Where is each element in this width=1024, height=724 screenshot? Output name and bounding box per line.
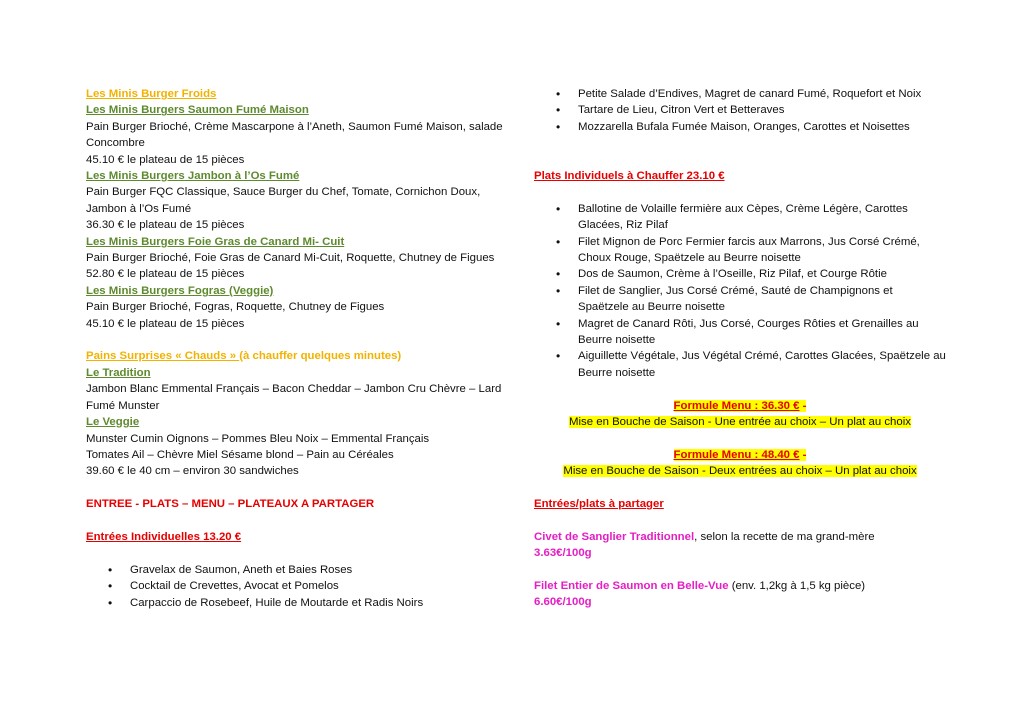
spacer [534, 512, 946, 528]
spacer [534, 152, 946, 168]
veggie-desc-line: Munster Cumin Oignons – Pommes Bleu Noix – Emmental Français [86, 432, 430, 445]
entrees-list [86, 562, 506, 611]
entrees-list-continued [534, 86, 946, 135]
spacer [86, 332, 506, 348]
tradition-title: Le Tradition [86, 366, 151, 379]
burger-item-saumon [86, 102, 506, 168]
filet-saumon-desc: (env. 1,2kg à 1,5 kg pièce) [728, 580, 866, 593]
spacer [534, 135, 946, 151]
civet-price: 3.63€/100g [534, 547, 592, 560]
burger-item-price: 52.80 € le plateau de 15 pièces [86, 268, 245, 281]
burger-item-jambon [86, 168, 506, 234]
formule-menu-1-desc-row [534, 414, 946, 430]
plats-individuels-title: Plats Individuels à Chauffer 23.10 € [534, 170, 725, 182]
plats-list [534, 201, 946, 381]
list-item: • Tartare de Lieu, Citron Vert et Betteraves [534, 102, 946, 118]
veggie-title: Le Veggie [86, 416, 140, 429]
list-item: • Carpaccio de Rosebeef, Huile de Moutarde et Radis Noirs [86, 595, 506, 611]
left-column [86, 86, 506, 611]
spacer [86, 480, 506, 496]
formule-menu-1-price: Formule Menu : 36.30 € [673, 399, 800, 412]
filet-saumon-price: 6.60€/100g [534, 596, 592, 609]
civet-desc: , selon la recette de ma grand-mère [694, 530, 875, 543]
burger-section-title: Les Minis Burger Froids [86, 88, 217, 100]
formule-menu-2-desc-row [534, 463, 946, 479]
list-item: • Petite Salade d’Endives, Magret de canard Fumé, Roquefort et Noix [534, 86, 946, 102]
formule-menu-2-price: Formule Menu : 48.40 € [673, 448, 800, 461]
burger-item-title: Les Minis Burgers Jambon à l’Os Fumé [86, 170, 300, 183]
burger-item-price: 45.10 € le plateau de 15 pièces [86, 153, 245, 166]
burger-item-price: 45.10 € le plateau de 15 pièces [86, 317, 245, 330]
list-item: • Filet Mignon de Porc Fermier farcis aux Marrons, Jus Corsé Crémé, Choux Rouge, Spaëtzele au Beurre noisette [534, 234, 946, 267]
list-item: • Cocktail de Crevettes, Avocat et Pomelos [86, 578, 506, 594]
veggie-desc-line: Tomates Ail – Chèvre Miel Sésame blond – Pain au Céréales [86, 448, 394, 461]
spacer [534, 381, 946, 397]
spacer [86, 545, 506, 561]
formule-menu-1-desc: Mise en Bouche de Saison - Une entrée au choix – Un plat au choix [569, 416, 911, 429]
entree-plats-heading: ENTREE - PLATS – MENU – PLATEAUX A PARTAGER [86, 498, 375, 511]
formule-menu-1-label [534, 398, 946, 414]
civet-row [534, 529, 946, 545]
burger-item-title: Les Minis Burgers Foie Gras de Canard Mi- Cuit [86, 235, 345, 248]
spacer [86, 513, 506, 529]
burger-item-title: Les Minis Burgers Fogras (Veggie) [86, 284, 274, 297]
filet-saumon-row [534, 578, 946, 594]
formule-menu-2-desc: Mise en Bouche de Saison - Deux entrées au choix – Un plat au choix [563, 465, 917, 478]
formule-menu-2-dash: - [799, 448, 807, 461]
spacer [534, 480, 946, 496]
burger-item-desc: Pain Burger Brioché, Fogras, Roquette, Chutney de Figues [86, 301, 385, 314]
list-item: • Mozzarella Bufala Fumée Maison, Oranges, Carottes et Noisettes [534, 119, 946, 135]
filet-saumon-name: Filet Entier de Saumon en Belle-Vue [534, 580, 729, 593]
spacer [534, 430, 946, 446]
formule-menu-1-dash: - [799, 399, 807, 412]
list-item: • Magret de Canard Rôti, Jus Corsé, Courges Rôties et Grenailles au Beurre noisette [534, 316, 946, 349]
entrees-individuelles-title: Entrées Individuelles 13.20 € [86, 530, 242, 543]
right-column [534, 86, 946, 611]
burger-item-price: 36.30 € le plateau de 15 pièces [86, 219, 245, 232]
pains-title-note: (à chauffer quelques minutes) [239, 350, 402, 363]
pains-section-title [86, 348, 506, 364]
list-item: • Gravelax de Saumon, Aneth et Baies Roses [86, 562, 506, 578]
pains-title-main: Pains Surprises « Chauds » [86, 350, 240, 363]
spacer [534, 562, 946, 578]
burger-item-fogras [86, 283, 506, 332]
list-item: • Filet de Sanglier, Jus Corsé Crémé, Sauté de Champignons et Spaëtzele au Beurre noisette [534, 283, 946, 316]
civet-name: Civet de Sanglier Traditionnel [534, 530, 695, 543]
list-item: • Ballotine de Volaille fermière aux Cèpes, Crème Légère, Carottes Glacées, Riz Pilaf [534, 201, 946, 234]
formule-menu-2-label [534, 447, 946, 463]
pains-price: 39.60 € le 40 cm – environ 30 sandwiches [86, 465, 299, 478]
burger-item-desc: Pain Burger FQC Classique, Sauce Burger du Chef, Tomate, Cornichon Doux, Jambon à l’Os Fumé [86, 186, 481, 215]
burger-item-desc: Pain Burger Brioché, Foie Gras de Canard Mi-Cuit, Roquette, Chutney de Figues [86, 252, 495, 265]
burger-item-desc: Pain Burger Brioché, Crème Mascarpone à l’Aneth, Saumon Fumé Maison, salade Concombre [86, 120, 503, 150]
spacer [534, 184, 946, 200]
burger-item-title: Les Minis Burgers Saumon Fumé Maison [86, 104, 309, 117]
burger-item-foie-gras [86, 234, 506, 283]
list-item: • Aiguillette Végétale, Jus Végétal Crémé, Carottes Glacées, Spaëtzele au Beurre noisette [534, 348, 946, 381]
tradition-desc: Jambon Blanc Emmental Français – Bacon Cheddar – Jambon Cru Chèvre – Lard Fumé Munster [86, 383, 502, 412]
entrees-plats-partager-title: Entrées/plats à partager [534, 498, 664, 511]
list-item: • Dos de Saumon, Crème à l’Oseille, Riz Pilaf, et Courge Rôtie [534, 266, 946, 282]
